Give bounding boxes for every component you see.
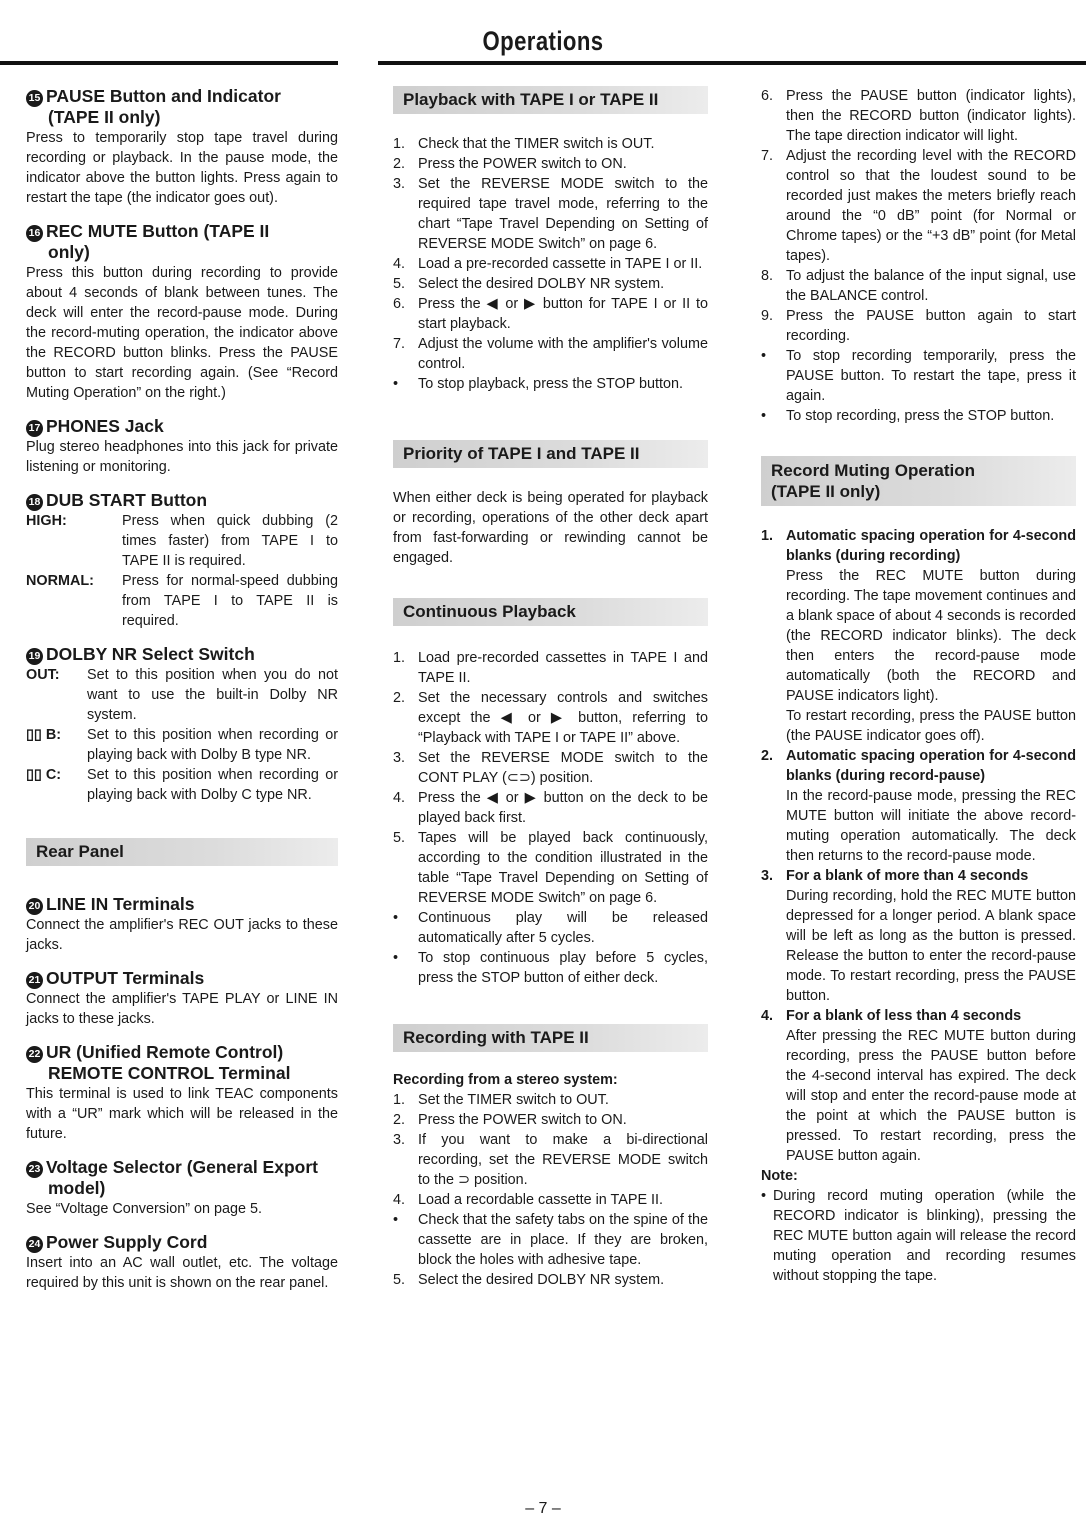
recording-steps: [393, 1090, 708, 1290]
priority-body: When either deck is being operated for playback or recording, operations of the other deck apart from fast-forwarding or rewinding cannot be engaged.: [393, 490, 708, 566]
section-line-in: [26, 894, 338, 955]
list-item: 1. Check that the TIMER switch is OUT.: [393, 136, 655, 152]
list-item: • To stop recording, press the STOP button.: [761, 408, 1055, 424]
list-item: 4. Load a recordable cassette in TAPE II.: [393, 1192, 664, 1208]
list-item: 3. For a blank of more than 4 seconds During recording, hold the REC MUTE button depressed for a longer period. A blank space will be left as long as the button is pressed. Release the button to enter the record-pause mode. To restart recording, press the PAUSE button.: [761, 868, 1076, 1004]
right-column: [761, 86, 1076, 1286]
list-item: 7. Adjust the recording level with the RECORD control so that the loudest sound to be recorded just makes the meters briefly reach around the “0 dB” point (for Normal or Chrome tapes) or the “+3 dB” point (for Metal tapes).: [761, 148, 1076, 264]
number-badge: 24: [26, 1236, 43, 1253]
section-title: PAUSE Button and Indicator: [46, 86, 281, 106]
left-column: [26, 86, 338, 1306]
header-rule-left: [0, 61, 338, 65]
list-item: 1. Automatic spacing operation for 4-second blanks (during recording) Press the REC MUTE button during recording. The tape movement continues and a blank space of about 4 seconds is recorded (the RECORD indicator blinks). The deck then enters the record-pause mode automatically (both the RECORD and PAUSE indicators light). To restart recording, press the PAUSE button (the PAUSE indicator goes off).: [761, 528, 1076, 744]
section-title: PHONES Jack: [46, 416, 164, 436]
definition-out: OUT: Set to this position when you do not want to use the built-in Dolby NR system.: [26, 667, 338, 723]
list-item: • Check that the safety tabs on the spine of the cassette are in place. If they are broken, block the holes with adhesive tape.: [393, 1212, 708, 1268]
definition-dolby-c: ▯▯ C: Set to this position when recording or playing back with Dolby C type NR.: [26, 767, 338, 803]
section-body: Connect the amplifier's TAPE PLAY or LINE IN jacks to these jacks.: [26, 991, 338, 1027]
list-item: 1. Load pre-recorded cassettes in TAPE I and TAPE II.: [393, 650, 708, 686]
definition-high: HIGH: Press when quick dubbing (2 times faster) from TAPE I to TAPE II is required.: [26, 513, 338, 569]
list-item: • Continuous play will be released automatically after 5 cycles.: [393, 910, 708, 946]
section-title: UR (Unified Remote Control): [46, 1042, 284, 1062]
section-rec-mute-button: [26, 221, 338, 403]
number-badge: 21: [26, 972, 43, 989]
section-output: [26, 968, 338, 1029]
recording-heading: Recording with TAPE II: [393, 1024, 708, 1052]
continuous-steps: [393, 648, 708, 988]
list-item: 4. For a blank of less than 4 seconds After pressing the REC MUTE button during recording, press the PAUSE button before the 4-second interval has expired. The deck will stop and enter the record-pause mode at the point at which the PAUSE button is pressed. To restart recording, press the PAUSE button again.: [761, 1008, 1076, 1164]
list-item: 8. To adjust the balance of the input signal, use the BALANCE control.: [761, 268, 1076, 304]
section-pause-button: [26, 86, 338, 208]
page-number: – 7 –: [525, 1500, 561, 1517]
page-title: Operations: [482, 26, 604, 56]
section-title-cont: REMOTE CONTROL Terminal: [48, 1063, 291, 1083]
list-item: 3. Set the REVERSE MODE switch to the required tape travel mode, referring to the chart “Tape Travel Depending on Setting of REVERSE MODE Switch” on page 6.: [393, 176, 708, 252]
list-item: • To stop continuous play before 5 cycles, press the STOP button of either deck.: [393, 950, 708, 986]
section-title: LINE IN Terminals: [46, 894, 195, 914]
section-body: Plug stereo headphones into this jack for private listening or monitoring.: [26, 439, 338, 475]
playback-heading: Playback with TAPE I or TAPE II: [393, 86, 708, 114]
section-body: Insert into an AC wall outlet, etc. The voltage required by this unit is shown on the rear panel.: [26, 1255, 338, 1291]
list-item: 2. Set the necessary controls and switches except the ◀ or ▶ button, referring to “Playback with TAPE I or TAPE II” above.: [393, 690, 708, 746]
section-title-cont: model): [48, 1178, 106, 1198]
section-dolby-nr: [26, 644, 338, 805]
section-body: Press to temporarily stop tape travel during recording or playback. In the pause mode, the indicator above the button lights. Press again to restart the tape (the indicator goes out).: [26, 130, 338, 206]
section-title: DOLBY NR Select Switch: [46, 644, 255, 664]
section-dub-start: [26, 490, 338, 631]
section-title-cont: (TAPE II only): [48, 107, 161, 127]
section-ur-remote: [26, 1042, 338, 1144]
section-title: OUTPUT Terminals: [46, 968, 205, 988]
section-power-cord: [26, 1232, 338, 1293]
section-body: Press this button during recording to provide about 4 seconds of blank between tunes. The deck will enter the record-pause mode. During the record-muting operation, the indicator above the RECORD button blinks. Press the PAUSE button to start recording again. (See “Record Muting Operation” on the right.): [26, 265, 338, 401]
section-title: DUB START Button: [46, 490, 208, 510]
list-item: 3. If you want to make a bi-directional recording, set the REVERSE MODE switch to the ⊃ position.: [393, 1132, 708, 1188]
recording-steps-continued: [761, 86, 1076, 426]
header-rule-right: [378, 61, 1086, 65]
middle-column: [393, 86, 708, 1290]
list-item: 6. Press the ◀ or ▶ button for TAPE I or II to start playback.: [393, 296, 708, 332]
number-badge: 20: [26, 898, 43, 915]
list-item: 2. Press the POWER switch to ON.: [393, 156, 627, 172]
number-badge: 19: [26, 648, 43, 665]
section-title-cont: only): [48, 242, 90, 262]
note-list: [761, 1186, 1076, 1286]
list-item: 4. Load a pre-recorded cassette in TAPE I or II.: [393, 256, 703, 272]
list-item: 5. Select the desired DOLBY NR system.: [393, 1272, 665, 1288]
recording-subhead: Recording from a stereo system:: [393, 1072, 618, 1088]
list-item: 3. Set the REVERSE MODE switch to the CONT PLAY (⊂⊃) position.: [393, 750, 708, 786]
list-item: 1. Set the TIMER switch to OUT.: [393, 1092, 609, 1108]
list-item: • To stop playback, press the STOP button.: [393, 376, 684, 392]
playback-steps: [393, 134, 708, 394]
number-badge: 15: [26, 90, 43, 107]
section-voltage-selector: [26, 1157, 338, 1219]
list-item: 9. Press the PAUSE button again to start recording.: [761, 308, 1076, 344]
list-item: 5. Select the desired DOLBY NR system.: [393, 276, 665, 292]
list-item: 5. Tapes will be played back continuously, according to the condition illustrated in the table “Tape Travel Depending on Setting of REVERSE MODE Switch” on page 6.: [393, 830, 708, 906]
number-badge: 17: [26, 420, 43, 437]
list-item: 4. Press the ◀ or ▶ button on the deck to be played back first.: [393, 790, 708, 826]
note-label: Note:: [761, 1168, 798, 1184]
definition-dolby-b: ▯▯ B: Set to this position when recording or playing back with Dolby B type NR.: [26, 727, 338, 763]
list-item: 6. Press the PAUSE button (indicator lights), then the RECORD button (indicator lights). The tape direction indicator will light.: [761, 88, 1076, 144]
section-body: Connect the amplifier's REC OUT jacks to these jacks.: [26, 917, 338, 953]
record-muting-heading: Record Muting Operation (TAPE II only): [761, 456, 1076, 506]
section-title: REC MUTE Button (TAPE II: [46, 221, 270, 241]
list-item: • During record muting operation (while the RECORD indicator is blinking), pressing the REC MUTE button again will release the record muting operation and recording resumes without stopping the tape.: [761, 1188, 1076, 1284]
section-body: See “Voltage Conversion” on page 5.: [26, 1201, 263, 1217]
section-phones-jack: [26, 416, 338, 477]
list-item: • To stop recording temporarily, press the PAUSE button. To restart the tape, press it again.: [761, 348, 1076, 404]
section-title: Power Supply Cord: [46, 1232, 208, 1252]
definition-normal: NORMAL: Press for normal-speed dubbing from TAPE I to TAPE II is required.: [26, 573, 338, 629]
continuous-heading: Continuous Playback: [393, 598, 708, 626]
section-body: This terminal is used to link TEAC components with a “UR” mark which will be released in the future.: [26, 1086, 338, 1142]
priority-heading: Priority of TAPE I and TAPE II: [393, 440, 708, 468]
rear-panel-heading: Rear Panel: [26, 838, 338, 866]
number-badge: 22: [26, 1046, 43, 1063]
number-badge: 23: [26, 1161, 43, 1178]
section-title: Voltage Selector (General Export: [46, 1157, 318, 1177]
number-badge: 18: [26, 494, 43, 511]
list-item: 2. Automatic spacing operation for 4-second blanks (during record-pause) In the record-pause mode, pressing the REC MUTE button will initiate the above record-muting operation automatically. The deck then returns to the record-pause mode.: [761, 748, 1076, 864]
record-muting-list: [761, 526, 1076, 1166]
list-item: 2. Press the POWER switch to ON.: [393, 1112, 627, 1128]
number-badge: 16: [26, 225, 43, 242]
list-item: 7. Adjust the volume with the amplifier's volume control.: [393, 336, 708, 372]
